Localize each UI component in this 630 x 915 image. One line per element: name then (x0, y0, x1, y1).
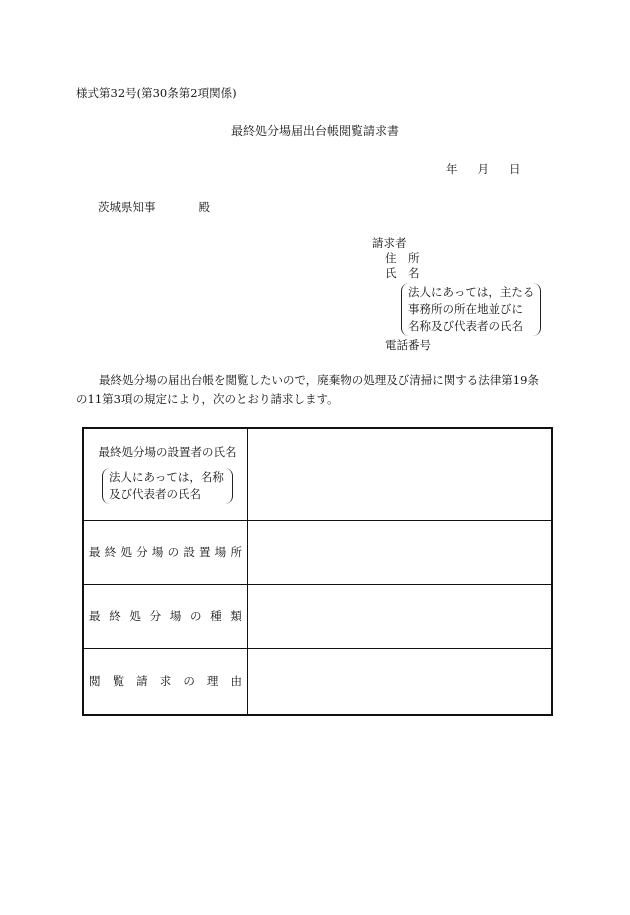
site-location-value-cell[interactable] (248, 520, 553, 584)
body-line-2: の11第3項の規定により，次のとおり請求します。 (76, 392, 339, 406)
label-char: 終 (104, 545, 117, 559)
label-char: 場 (169, 609, 182, 623)
label-char: の (167, 545, 180, 559)
label-char: の (190, 609, 202, 623)
label-char: 終 (109, 609, 121, 623)
addressee-honorific: 殿 (198, 200, 210, 214)
label-char: 類 (230, 609, 242, 623)
addressee (98, 199, 210, 215)
label-char: 覧 (112, 674, 125, 689)
requester-phone-label: 電話番号 (385, 338, 431, 352)
label-char: 場 (214, 545, 227, 559)
label-char: 最 (89, 545, 101, 559)
requester-corporate-note (401, 283, 541, 336)
body-line-1: 最終処分場の届出台帳を閲覧したいので，廃棄物の処理及び清掃に関する法律第19条 (99, 373, 539, 387)
form-number: 様式第32号(第30条第2項関係) (76, 86, 237, 100)
requester-note-line: 法人にあっては，主たる (408, 285, 535, 299)
addressee-name: 茨城県知事 (98, 200, 156, 214)
table-row (83, 520, 552, 584)
label-char: 求 (159, 674, 172, 689)
installer-corporate-note (102, 468, 233, 504)
label-char: 種 (210, 609, 222, 623)
table-row (83, 428, 552, 520)
installer-name-label-cell (83, 428, 248, 520)
label-char: 設 (183, 545, 195, 559)
label-char: 理 (206, 674, 219, 689)
label-char: 請 (136, 674, 148, 689)
label-char: 置 (199, 545, 211, 559)
reason-label-cell (83, 648, 248, 715)
requester-note-line: 事務所の所在地並びに (408, 302, 523, 316)
date-month-label: 月 (477, 162, 489, 176)
date-line (446, 161, 521, 177)
installer-note-line: 法人にあっては，名称 (109, 470, 224, 485)
label-char: 分 (149, 609, 162, 623)
table-row (83, 648, 552, 715)
label-char: 処 (129, 609, 141, 623)
label-char: の (183, 674, 195, 689)
requester-block (372, 236, 541, 353)
label-char: 閲 (89, 674, 101, 689)
reason-label (84, 673, 247, 689)
label-char: 処 (120, 545, 132, 559)
reason-value-cell[interactable] (248, 648, 553, 715)
date-day-label: 日 (509, 162, 521, 176)
document-title: 最終処分場届出台帳閲覧請求書 (230, 124, 399, 138)
body-paragraph (76, 371, 566, 409)
requester-name-label: 氏 名 (385, 266, 420, 280)
label-char: 由 (230, 674, 242, 689)
installer-name-label: 最終処分場の設置者の氏名 (98, 445, 237, 460)
requester-address-label: 住 所 (385, 251, 420, 265)
date-year-label: 年 (446, 162, 458, 176)
request-table (82, 427, 553, 716)
site-type-value-cell[interactable] (248, 584, 553, 648)
installer-note-line: 及び代表者の氏名 (109, 487, 201, 502)
table-row (83, 584, 552, 648)
label-char: 分 (136, 545, 148, 559)
requester-label: 請求者 (372, 236, 407, 250)
label-char: 最 (89, 609, 101, 623)
site-location-label (84, 544, 247, 560)
requester-note-line: 名称及び代表者の氏名 (408, 319, 523, 333)
site-location-label-cell (83, 520, 248, 584)
label-char: 所 (230, 545, 242, 559)
installer-name-value-cell[interactable] (248, 428, 553, 520)
label-char: 場 (151, 545, 164, 559)
site-type-label (84, 608, 247, 624)
site-type-label-cell (83, 584, 248, 648)
